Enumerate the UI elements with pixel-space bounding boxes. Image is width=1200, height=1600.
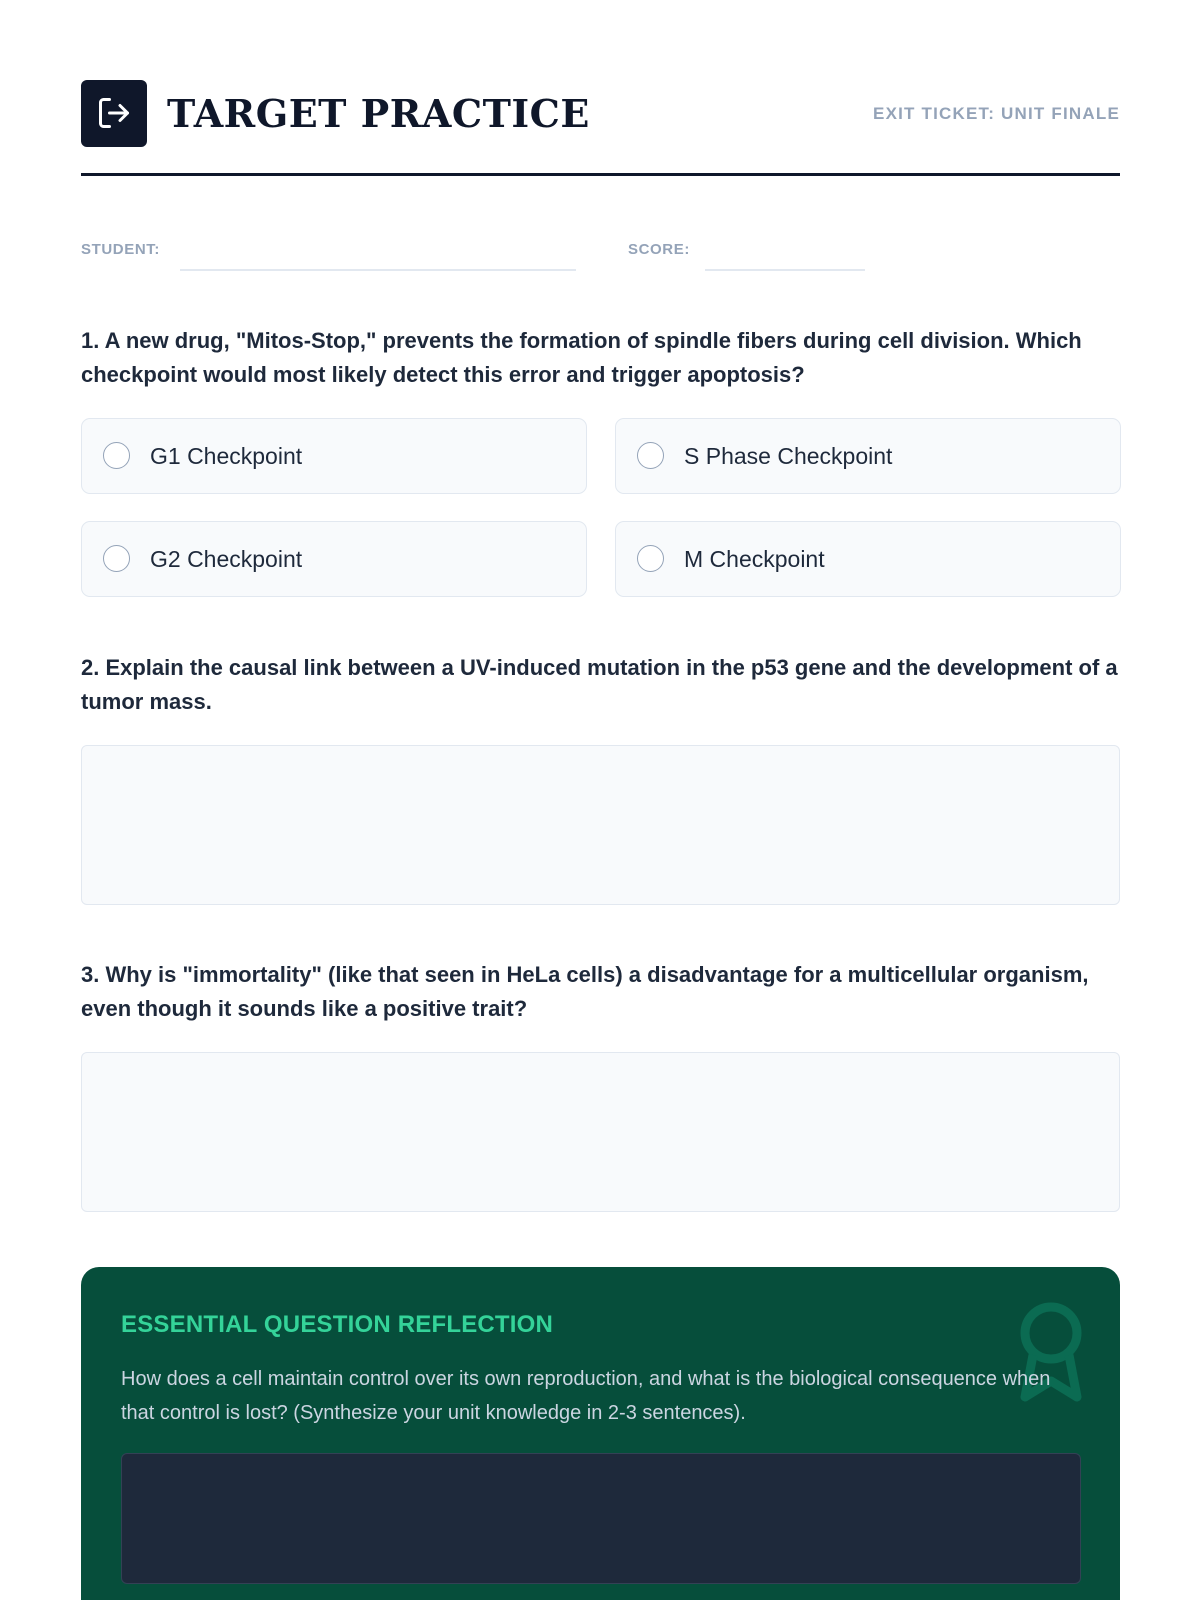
score-input[interactable] — [705, 269, 865, 271]
student-label: STUDENT: — [81, 241, 160, 258]
option-label: S Phase Checkpoint — [684, 443, 893, 469]
option-s-phase-checkpoint[interactable] — [615, 418, 1121, 494]
header — [81, 80, 1120, 176]
reflection-answer-box[interactable] — [121, 1453, 1081, 1584]
reflection-prompt: How does a cell maintain control over its own reproduction, and what is the biological consequence when that control is lost? (Synthesize your unit knowledge in 2-3 sentences). — [121, 1368, 1051, 1424]
radio-button[interactable] — [103, 545, 130, 572]
question-3: 3. Why is "immortality" (like that seen in HeLa cells) a disadvantage for a multicellular organism, even though it sounds like a positive trait? — [81, 962, 1089, 1021]
exit-icon — [96, 95, 132, 131]
answer-box-2[interactable] — [81, 745, 1120, 905]
student-fields — [81, 236, 1120, 272]
score-label: SCORE: — [628, 241, 690, 258]
question-2: 2. Explain the causal link between a UV-induced mutation in the p53 gene and the development of a tumor mass. — [81, 655, 1118, 714]
reflection-title: ESSENTIAL QUESTION REFLECTION — [121, 1311, 554, 1338]
page-title: TARGET PRACTICE — [167, 91, 590, 136]
option-m-checkpoint[interactable] — [615, 521, 1121, 597]
exit-ticket-page — [81, 0, 1120, 1600]
option-g2-checkpoint[interactable] — [81, 521, 587, 597]
option-label: M Checkpoint — [684, 546, 825, 572]
option-label: G2 Checkpoint — [150, 546, 303, 572]
reflection-card — [81, 1267, 1120, 1600]
question-1: 1. A new drug, "Mitos-Stop," prevents the formation of spindle fibers during cell division. Which checkpoint would most likely detect this error and trigger apoptosis? — [81, 328, 1082, 387]
option-g1-checkpoint[interactable] — [81, 418, 587, 494]
radio-button[interactable] — [637, 545, 664, 572]
student-input[interactable] — [180, 269, 576, 271]
radio-button[interactable] — [103, 442, 130, 469]
answer-box-3[interactable] — [81, 1052, 1120, 1212]
ticket-label: EXIT TICKET: UNIT FINALE — [873, 104, 1120, 123]
option-label: G1 Checkpoint — [150, 443, 303, 469]
logo — [81, 80, 147, 147]
radio-button[interactable] — [637, 442, 664, 469]
